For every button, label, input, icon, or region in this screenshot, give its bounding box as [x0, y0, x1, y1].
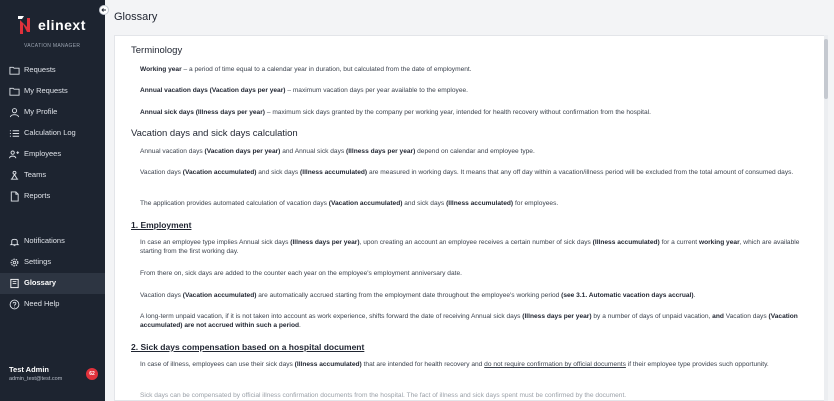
- sidebar-item-label: Employees: [24, 149, 62, 158]
- calc-paragraph: Annual vacation days (Vacation days per year) and Annual sick days (Illness days per year) depend on calendar and employee type.: [140, 148, 535, 155]
- folder-icon: [9, 86, 20, 97]
- main-nav: [0, 60, 105, 207]
- bell-icon: [9, 236, 20, 247]
- sidebar-item-label: Teams: [24, 170, 47, 179]
- sidebar-item-my-profile[interactable]: [0, 102, 105, 123]
- brand-subtitle: VACATION MANAGER: [24, 43, 81, 49]
- glossary-document: [114, 35, 827, 401]
- term-annual-sick-days: [140, 108, 812, 117]
- arrow-left-icon: [101, 7, 107, 13]
- scrollbar-thumb[interactable]: [824, 39, 828, 99]
- gear-icon: [9, 257, 20, 268]
- sidebar-item-label: Need Help: [24, 299, 60, 308]
- sidebar-item-settings[interactable]: [0, 252, 105, 273]
- main-content: [105, 0, 834, 401]
- elinext-logo-icon: [18, 16, 32, 36]
- calculation-heading: Vacation days and sick days calculation: [131, 128, 298, 139]
- brand-logo[interactable]: [18, 14, 98, 50]
- sidebar-item-label: Calculation Log: [24, 128, 76, 137]
- sidebar-item-reports[interactable]: [0, 186, 105, 207]
- calc-paragraph: The application provides automated calculation of vacation days (Vacation accumulated) and sick days (Illness accumulated) for employees.: [140, 200, 559, 207]
- employment-paragraph: Vacation days (Vacation accumulated) are automatically accrued starting from the employment date throughout the employee's working period (see 3.1. Automatic vacation days accrual).: [140, 292, 696, 299]
- term-name: Working year: [140, 66, 182, 73]
- page-title: Glossary: [114, 11, 158, 23]
- sidebar-item-notifications[interactable]: [0, 231, 105, 252]
- help-icon: [9, 299, 20, 310]
- list-icon: [9, 128, 20, 139]
- terminology-heading: Terminology: [131, 45, 183, 56]
- sick-days-heading: 2. Sick days compensation based on a hospital document: [131, 342, 365, 352]
- employment-paragraph: In case an employee type implies Annual sick days (Illness days per year), upon creating an account an employee receives a certain number of sick days (Illness accumulated) for a current working year, which are available starting from the first working day.: [140, 239, 800, 255]
- calc-paragraph: Vacation days (Vacation accumulated) and sick days (Illness accumulated) are measured in working days. It means that any off day within a vacation/illness period will be excluded from the total amount of consumed days.: [140, 169, 794, 176]
- sidebar-item-label: Glossary: [24, 278, 57, 287]
- secondary-nav: [0, 231, 105, 315]
- sidebar-item-glossary[interactable]: [0, 273, 105, 294]
- document-scrollbar[interactable]: [824, 35, 828, 401]
- user-email: admin_test@test.com: [9, 376, 63, 382]
- employment-paragraph: A long-term unpaid vacation, if it is not taken into account as work experience, shifts forward the date of receiving Annual sick days (Illness days per year) by a number of days of unpaid vacation, and Vacation days (Vacation accumulated) are not accrued within such a period.: [140, 313, 798, 329]
- term-annual-vacation-days: [140, 86, 812, 95]
- sidebar-item-label: Notifications: [24, 236, 65, 245]
- avatar[interactable]: 62: [86, 368, 98, 380]
- folder-icon: [9, 65, 20, 76]
- book-icon: [9, 278, 20, 289]
- user-name: Test Admin: [9, 365, 50, 374]
- sidebar-item-calculation-log[interactable]: [0, 123, 105, 144]
- collapse-sidebar-button[interactable]: [99, 5, 109, 15]
- sick-days-paragraph: In case of illness, employees can use their sick days (Illness accumulated) that are intended for health recovery and do not require confirmation by official documents if their employee type provides such opportunity.: [140, 361, 769, 368]
- sidebar-item-need-help[interactable]: [0, 294, 105, 315]
- sidebar-item-employees[interactable]: [0, 144, 105, 165]
- sidebar-item-label: My Requests: [24, 86, 68, 95]
- user-profile[interactable]: [9, 365, 99, 389]
- employment-heading: 1. Employment: [131, 220, 192, 230]
- employees-icon: [9, 149, 20, 160]
- sick-days-paragraph: Sick days can be compensated by official illness confirmation documents from the hospital. The fact of illness and sick days spent must be confirmed by the document.: [140, 392, 627, 399]
- sidebar-item-label: Reports: [24, 191, 51, 200]
- term-definition: – maximum vacation days per year available to the employee.: [285, 87, 469, 94]
- term-name: Annual vacation days (Vacation days per year): [140, 87, 286, 94]
- sidebar-item-teams[interactable]: [0, 165, 105, 186]
- teams-icon: [9, 170, 20, 181]
- employment-paragraph: From there on, sick days are added to the counter each year on the employee's employment anniversary date.: [140, 270, 462, 277]
- user-icon: [9, 107, 20, 118]
- brand-name: elinext: [38, 17, 86, 33]
- term-definition: – a period of time equal to a calendar year in duration, but calculated from the date of employment.: [181, 66, 472, 73]
- term-definition: – maximum sick days granted by the company per working year, intended for health recovery without confirmation from the hospital.: [264, 109, 651, 116]
- term-name: Annual sick days (Illness days per year): [140, 109, 265, 116]
- sidebar-item-label: My Profile: [24, 107, 58, 116]
- document-icon: [9, 191, 20, 202]
- sidebar-item-label: Requests: [24, 65, 56, 74]
- sidebar-item-label: Settings: [24, 257, 52, 266]
- sidebar: [0, 0, 105, 401]
- sidebar-item-requests[interactable]: [0, 60, 105, 81]
- sidebar-item-my-requests[interactable]: [0, 81, 105, 102]
- term-working-year: [140, 65, 812, 74]
